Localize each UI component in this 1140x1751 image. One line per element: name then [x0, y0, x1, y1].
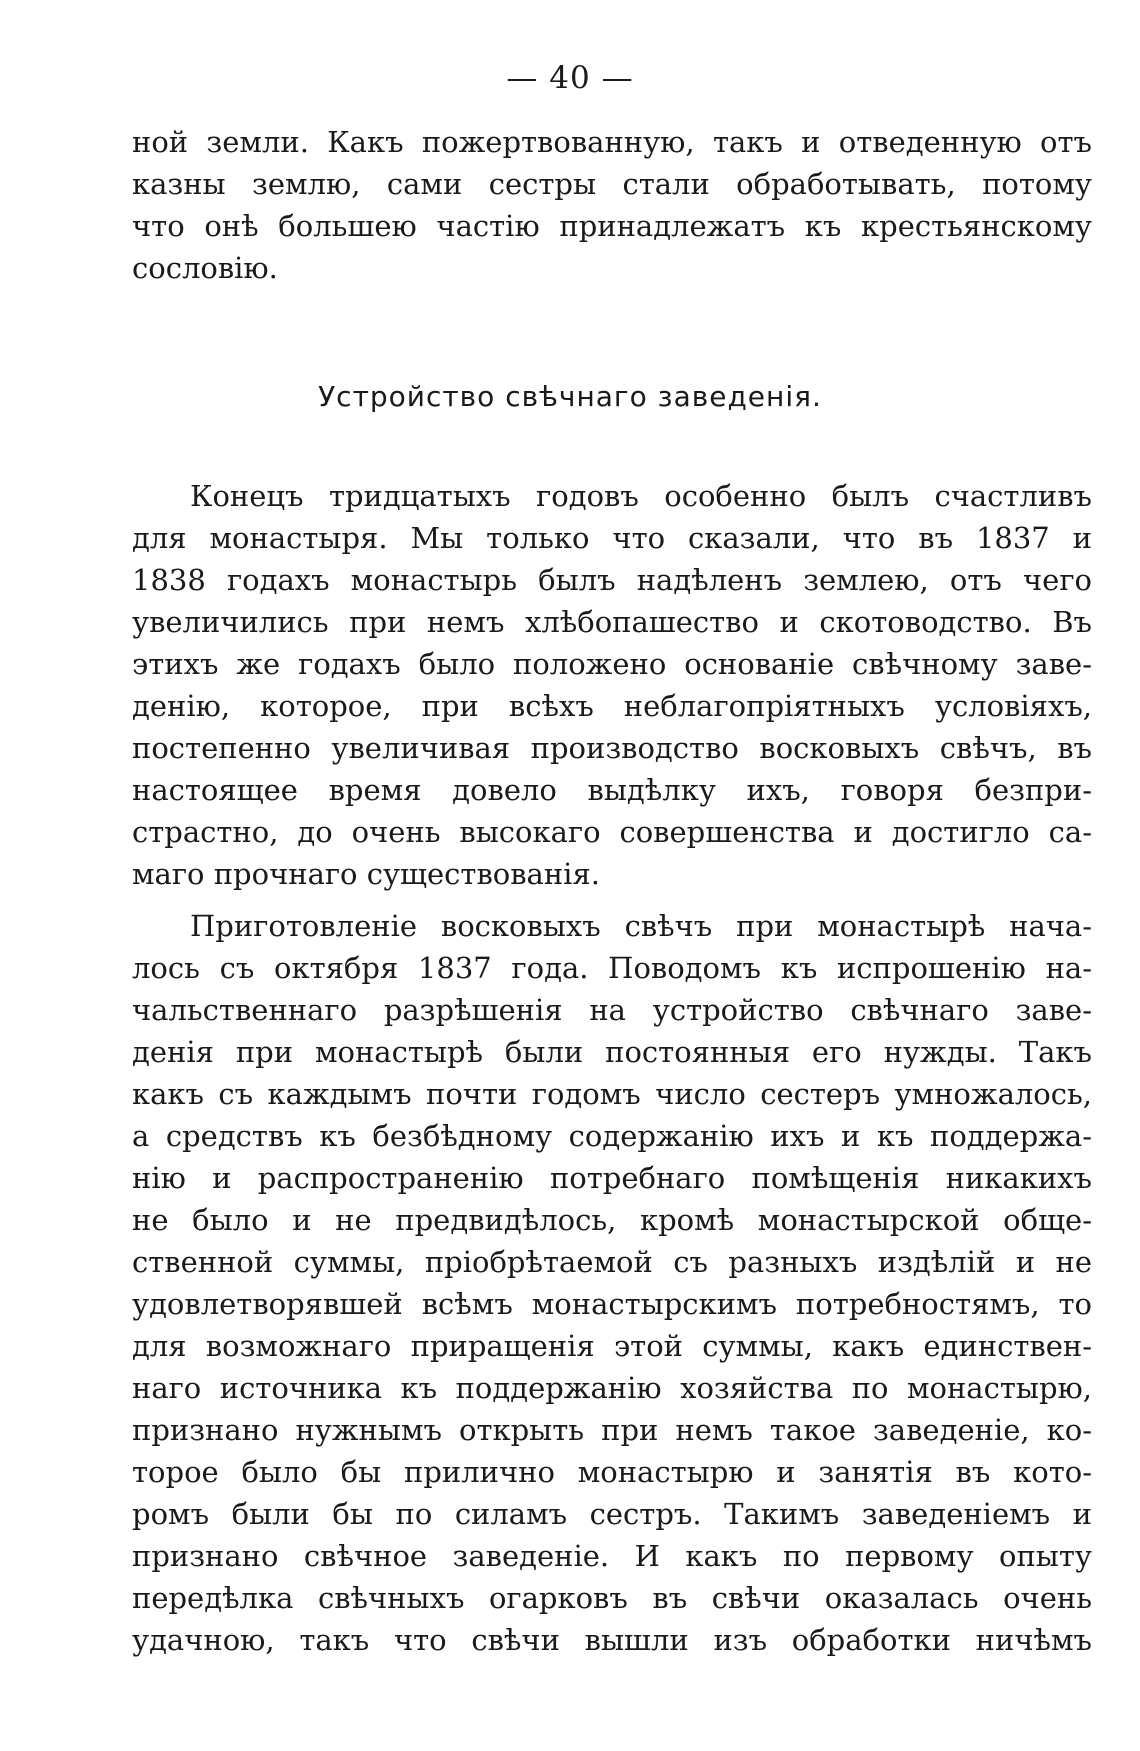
section-heading: Устройство свѣчнаго заведенія.	[318, 380, 822, 413]
text-line: удовлетворявшей всѣмъ монастырскимъ потребностямъ, то	[132, 1287, 1092, 1321]
text-line: страстно, до очень высокаго совершенства и достигло са-	[132, 815, 1092, 849]
text-line: 1838 годахъ монастырь былъ надѣленъ землею, отъ чего	[132, 563, 1092, 597]
text-line: Конецъ тридцатыхъ годовъ особенно былъ счастливъ	[190, 479, 1092, 513]
text-line: удачною, такъ что свѣчи вышли изъ обработки ничѣмъ	[132, 1623, 1092, 1657]
text-line: ромъ были бы по силамъ сестръ. Такимъ заведеніемъ и	[132, 1497, 1092, 1531]
text-line: для монастыря. Мы только что сказали, что въ 1837 и	[132, 521, 1092, 555]
text-line: этихъ же годахъ было положено основаніе свѣчному заве-	[132, 647, 1092, 681]
text-line: денія при монастырѣ были постоянныя его нужды. Такъ	[132, 1035, 1092, 1069]
text-line: Приготовленіе восковыхъ свѣчъ при монастырѣ нача-	[190, 909, 1092, 943]
text-line: сословію.	[132, 251, 278, 285]
text-line: а средствъ къ безбѣдному содержанію ихъ и къ поддержа-	[132, 1119, 1092, 1153]
text-line: маго прочнаго существованія.	[132, 857, 600, 891]
text-line: лось съ октября 1837 года. Поводомъ къ испрошенію на-	[132, 951, 1092, 985]
text-line: признано нужнымъ открыть при немъ такое заведеніе, ко-	[132, 1413, 1092, 1447]
text-line: передѣлка свѣчныхъ огарковъ въ свѣчи оказалась очень	[132, 1581, 1092, 1615]
text-line: постепенно увеличивая производство восковыхъ свѣчъ, въ	[132, 731, 1092, 765]
text-line: ственной суммы, пріобрѣтаемой съ разныхъ издѣлій и не	[132, 1245, 1092, 1279]
text-line: казны землю, сами сестры стали обработывать, потому	[132, 167, 1092, 201]
text-line: настоящее время довело выдѣлку ихъ, говоря безпри-	[132, 773, 1092, 807]
text-line: не было и не предвидѣлось, кромѣ монастырской обще-	[132, 1203, 1092, 1237]
text-line: чальственнаго разрѣшенія на устройство свѣчнаго заве-	[132, 993, 1092, 1027]
text-line: наго источника къ поддержанію хозяйства по монастырю,	[132, 1371, 1092, 1405]
text-line: какъ съ каждымъ почти годомъ число сестеръ умножалось,	[132, 1077, 1092, 1111]
page-number: — 40 —	[506, 60, 634, 96]
text-line: признано свѣчное заведеніе. И какъ по первому опыту	[132, 1539, 1092, 1573]
text-line: торое было бы прилично монастырю и занятія въ кото-	[132, 1455, 1092, 1489]
text-line: что онѣ большею частію принадлежатъ къ крестьянскому	[132, 209, 1092, 243]
text-line: денію, которое, при всѣхъ неблагопріятныхъ условіяхъ,	[132, 689, 1092, 723]
text-line: увеличились при немъ хлѣбопашество и скотоводство. Въ	[132, 605, 1092, 639]
text-line: для возможнаго приращенія этой суммы, какъ единствен-	[132, 1329, 1092, 1363]
text-line: нію и распространенію потребнаго помѣщенія никакихъ	[132, 1161, 1092, 1195]
text-line: ной земли. Какъ пожертвованную, такъ и отведенную отъ	[132, 125, 1092, 159]
